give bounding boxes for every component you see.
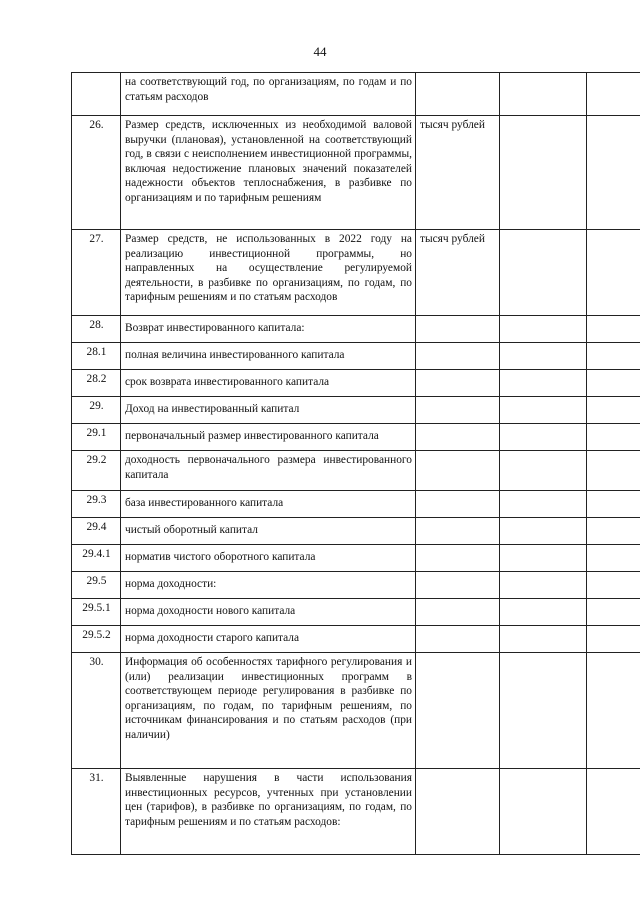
empty-cell xyxy=(587,491,640,518)
row-number: 29.3 xyxy=(72,491,121,518)
row-number: 31. xyxy=(72,769,121,855)
empty-cell xyxy=(587,116,640,230)
empty-cell xyxy=(587,545,640,572)
row-unit: тысяч рублей xyxy=(416,116,500,230)
row-number: 28.1 xyxy=(72,343,121,370)
empty-cell xyxy=(587,397,640,424)
table-row xyxy=(72,370,640,397)
row-unit xyxy=(416,518,500,545)
table-row xyxy=(72,599,640,626)
row-description: первоначальный размер инвестированного капитала xyxy=(121,424,416,451)
empty-cell xyxy=(500,545,587,572)
row-number: 29.1 xyxy=(72,424,121,451)
row-number: 29. xyxy=(72,397,121,424)
row-description: доходность первоначального размера инвестированного капитала xyxy=(121,451,416,491)
table-row xyxy=(72,316,640,343)
row-number: 29.5.1 xyxy=(72,599,121,626)
table-row xyxy=(72,653,640,769)
empty-cell xyxy=(587,73,640,116)
row-description: полная величина инвестированного капитала xyxy=(121,343,416,370)
row-number: 28.2 xyxy=(72,370,121,397)
empty-cell xyxy=(500,73,587,116)
table-row xyxy=(72,572,640,599)
row-description: чистый оборотный капитал xyxy=(121,518,416,545)
row-unit xyxy=(416,491,500,518)
row-description: норма доходности старого капитала xyxy=(121,626,416,653)
row-unit xyxy=(416,343,500,370)
row-number: 29.5 xyxy=(72,572,121,599)
table-row xyxy=(72,343,640,370)
row-number: 29.5.2 xyxy=(72,626,121,653)
empty-cell xyxy=(587,370,640,397)
row-description: норматив чистого оборотного капитала xyxy=(121,545,416,572)
table-row xyxy=(72,769,640,855)
table-row xyxy=(72,116,640,230)
row-unit xyxy=(416,599,500,626)
row-unit xyxy=(416,572,500,599)
table-row xyxy=(72,626,640,653)
table-row xyxy=(72,424,640,451)
empty-cell xyxy=(500,653,587,769)
row-description: норма доходности нового капитала xyxy=(121,599,416,626)
empty-cell xyxy=(587,769,640,855)
row-unit xyxy=(416,769,500,855)
empty-cell xyxy=(587,230,640,316)
empty-cell xyxy=(500,626,587,653)
empty-cell xyxy=(500,572,587,599)
empty-cell xyxy=(587,424,640,451)
page-number: 44 xyxy=(313,44,327,59)
row-description: норма доходности: xyxy=(121,572,416,599)
table-row xyxy=(72,545,640,572)
row-description: Размер средств, не использованных в 2022 году на реализацию инвестиционной программы, но направленных на осуществление регулируемой деятельности, в разбивке по организациям, по годам, по тарифным решениям и по статьям расходов xyxy=(121,230,416,316)
row-number: 27. xyxy=(72,230,121,316)
empty-cell xyxy=(587,572,640,599)
indicators-table xyxy=(71,72,640,855)
row-unit xyxy=(416,73,500,116)
empty-cell xyxy=(587,343,640,370)
row-unit xyxy=(416,626,500,653)
row-number: 30. xyxy=(72,653,121,769)
empty-cell xyxy=(587,626,640,653)
row-description: Информация об особенностях тарифного регулирования и (или) реализации инвестиционных программ в соответствующем периоде регулирования в разбивке по организациям, по годам, по тарифным решениям, по источникам финансирования и по статьям расходов (при наличии) xyxy=(121,653,416,769)
row-description: на соответствующий год, по организациям, по годам и по статьям расходов xyxy=(121,73,416,116)
row-unit xyxy=(416,451,500,491)
row-unit: тысяч рублей xyxy=(416,230,500,316)
empty-cell xyxy=(500,116,587,230)
empty-cell xyxy=(587,316,640,343)
row-unit xyxy=(416,653,500,769)
row-number xyxy=(72,73,121,116)
empty-cell xyxy=(500,343,587,370)
table-row xyxy=(72,230,640,316)
empty-cell xyxy=(587,653,640,769)
row-unit xyxy=(416,370,500,397)
row-number: 26. xyxy=(72,116,121,230)
row-description: Доход на инвестированный капитал xyxy=(121,397,416,424)
empty-cell xyxy=(500,230,587,316)
empty-cell xyxy=(587,599,640,626)
empty-cell xyxy=(500,451,587,491)
empty-cell xyxy=(500,769,587,855)
row-number: 29.4 xyxy=(72,518,121,545)
empty-cell xyxy=(500,316,587,343)
row-number: 29.2 xyxy=(72,451,121,491)
row-description: срок возврата инвестированного капитала xyxy=(121,370,416,397)
row-description: Размер средств, исключенных из необходимой валовой выручки (плановая), установленной на соответствующий год, в связи с неисполнением инвестиционной программы, включая недостижение плановых значений показателей надежности объектов теплоснабжения, в разбивке по организациям и по тарифным решениям xyxy=(121,116,416,230)
row-description: Возврат инвестированного капитала: xyxy=(121,316,416,343)
table-row xyxy=(72,451,640,491)
empty-cell xyxy=(500,424,587,451)
empty-cell xyxy=(500,397,587,424)
row-unit xyxy=(416,424,500,451)
row-unit xyxy=(416,316,500,343)
empty-cell xyxy=(500,599,587,626)
table-row xyxy=(72,73,640,116)
row-description: база инвестированного капитала xyxy=(121,491,416,518)
row-description: Выявленные нарушения в части использования инвестиционных ресурсов, учтенных при установлении цен (тарифов), в разбивке по организациям, по годам, по тарифным решениям и по статьям расходов: xyxy=(121,769,416,855)
row-unit xyxy=(416,545,500,572)
table-row xyxy=(72,518,640,545)
row-number: 28. xyxy=(72,316,121,343)
row-unit xyxy=(416,397,500,424)
table-row xyxy=(72,491,640,518)
empty-cell xyxy=(500,491,587,518)
table-row xyxy=(72,397,640,424)
row-number: 29.4.1 xyxy=(72,545,121,572)
empty-cell xyxy=(500,370,587,397)
empty-cell xyxy=(587,518,640,545)
empty-cell xyxy=(500,518,587,545)
empty-cell xyxy=(587,451,640,491)
